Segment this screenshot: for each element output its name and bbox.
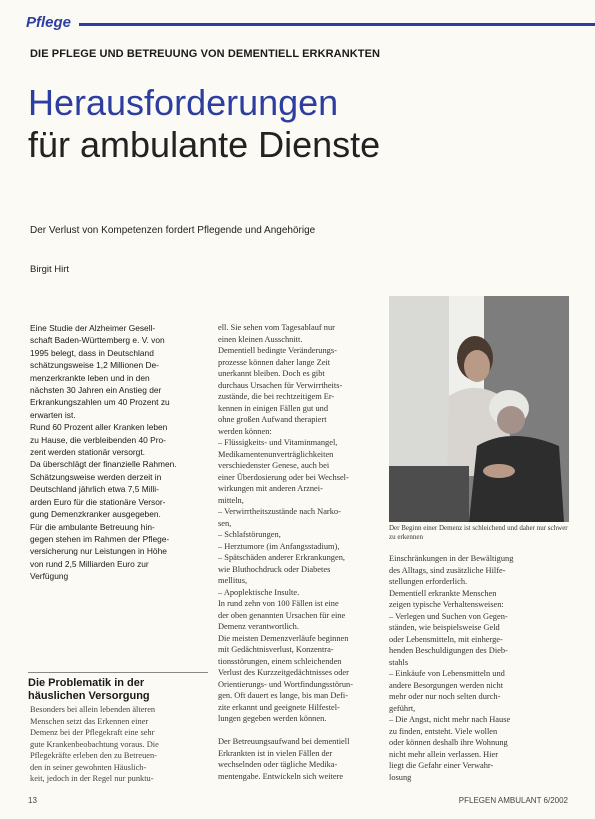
text-line: Erkrankten ist in vielen Fällen der (218, 748, 333, 758)
text-line: nicht mehr allein verlassen. Hier (389, 749, 499, 759)
text-line: mitteln, (218, 495, 244, 505)
text-line: einer Überdosierung oder bei Wechsel- (218, 472, 349, 482)
text-line: ohne großen Aufwand therapiert (218, 415, 327, 424)
text-line: Der Betreuungsaufwand bei dementiell (218, 737, 350, 746)
text-line: mehr oder nur noch selten durch- (389, 692, 501, 701)
body-column-2 (218, 322, 390, 782)
text-line: liegt die Gefahr einer Verwahr- (389, 761, 494, 770)
text-line: lungen gegeben werden können. (218, 714, 327, 723)
text-line: schaft Baden-Württemberg e. V. von (30, 335, 165, 346)
title-line-2: für ambulante Dienste (28, 124, 381, 165)
text-line: zu finden, entsteht. Viele wollen (389, 726, 498, 736)
text-line: ell. Sie sehen vom Tagesablauf nur (218, 323, 335, 332)
article-title (28, 82, 380, 166)
text-line: stellungen erforderlich. (389, 577, 468, 586)
text-line: – Die Angst, nicht mehr nach Hause (389, 715, 511, 724)
text-line: Deutschland jährlich etwa 7,5 Milli- (30, 484, 159, 495)
text-line: oder Lebensmitteln, mit einherge- (389, 634, 503, 644)
text-line: – Schlafstörungen, (218, 530, 281, 539)
text-line: arden Euro für die stationäre Versor- (30, 496, 166, 507)
text-line: den in seiner gewohnten Häuslich- (30, 762, 147, 772)
text-line: Rund 60 Prozent aller Kranken leben (30, 422, 168, 433)
text-line: In rund zehn von 100 Fällen ist eine (218, 599, 339, 608)
text-line: losung (389, 772, 412, 782)
text-line: Demenz bei der Pflegekraft eine sehr (30, 728, 155, 737)
text-line: von rund 2,5 Milliarden Euro zur (30, 558, 149, 569)
text-line: erwarten ist. (30, 409, 76, 420)
intro-column (30, 322, 206, 583)
overline: DIE PFLEGE UND BETREUUNG VON DEMENTIELL ERKRANKTEN (30, 48, 381, 60)
subtitle: Der Verlust von Kompetenzen fordert Pflegende und Angehörige (30, 225, 316, 236)
text-line: Dementiell erkrankte Menschen (389, 588, 497, 598)
text-line: Die meisten Demenzverläufe beginnen (218, 633, 349, 643)
text-line: ständen, wie beispielsweise Geld (389, 623, 500, 632)
text-line: unerkannt bleiben. Doch es gibt (218, 369, 325, 378)
text-line: Verlust des Kurzzeitgedächtnisses oder (218, 668, 349, 677)
text-line: henden Beschuldigungen des Dieb- (389, 646, 508, 655)
publication-info: PFLEGEN AMBULANT 6/2002 (458, 796, 568, 805)
text-line: – Einkäufe von Lebensmitteln und (389, 669, 505, 678)
body-column-3 (389, 553, 569, 783)
text-line: Menschen setzt das Erkennen einer (30, 716, 149, 726)
page-number: 13 (28, 796, 37, 805)
body-column-1 (30, 704, 206, 785)
section-rule (28, 23, 595, 26)
text-line: gen. Oft dauert es lange, bis man Defi- (218, 691, 349, 700)
photo-caption: Der Beginn einer Demenz ist schleichend und daher nur schwer zu erkennen (389, 524, 568, 541)
text-line: Da überschlägt der finanzielle Rahmen. (30, 459, 177, 470)
text-line: gung Demenzkranker ausgegeben. (30, 509, 161, 520)
text-line: oder können deshalb ihre Wohnung (389, 738, 508, 747)
text-line: menzerkrankte leben und in den (30, 372, 150, 383)
text-line: Schätzungsweise werden derzeit in (30, 471, 162, 482)
text-line: prozesse können daher lange Zeit (218, 357, 331, 367)
text-line: Besonders bei allein lebenden älteren (30, 705, 156, 714)
text-line: – Flüssigkeits- und Vitaminmangel, (218, 438, 338, 447)
text-line: wie Bluthochdruck oder Diabetes (218, 564, 331, 574)
text-line: keit, jedoch in der Regel nur punktu- (30, 774, 154, 783)
text-line: werden können: (218, 426, 272, 436)
text-line: zustände, die bei rechtzeitigem Er- (218, 392, 335, 401)
text-line: Erkrankungszahlen um 40 Prozent zu (30, 397, 170, 408)
text-line: zent werden stationär versorgt. (30, 447, 145, 458)
text-line: tionsstörungen, einem schleichenden (218, 656, 342, 666)
title-line-1: Herausforderungen (28, 82, 339, 123)
text-line: Für die ambulante Betreuung hin- (30, 521, 155, 532)
author: Birgit Hirt (30, 264, 70, 275)
text-line: einen kleinen Ausschnitt. (218, 334, 303, 344)
text-line: mellitus, (218, 576, 248, 585)
text-line: zu Hause, die verbleibenden 40 Pro- (30, 434, 166, 445)
text-line: Verfügung (30, 571, 69, 582)
text-line: Demenz verantwortlich. (218, 622, 299, 631)
text-line: zeigen typische Verhaltensweisen: (389, 600, 504, 609)
text-line: durchaus Ursachen für Verwirrtheits- (218, 380, 343, 390)
text-line: versicherung nur Leistungen in Höhe (30, 546, 167, 557)
section-header-band (0, 14, 595, 34)
text-line: wirkungen mit anderen Arznei- (218, 484, 323, 493)
photo-illustration (389, 296, 569, 522)
text-line: kennen in einigen Fällen gut und (218, 403, 329, 413)
text-line: Eine Studie der Alzheimer Gesell- (30, 323, 156, 333)
section-heading (28, 672, 208, 703)
text-line: – Herztumore (im Anfangsstadium), (218, 541, 340, 551)
text-line: gute Krankenbeobachtung voraus. Die (30, 739, 159, 749)
text-line: Einschränkungen in der Bewältigung (389, 554, 514, 563)
text-line: – Spätschäden anderer Erkrankungen, (218, 553, 345, 562)
text-line: geführt, (389, 703, 416, 713)
text-line: verschiedenster Genese, auch bei (218, 461, 330, 470)
text-line: – Verlegen und Suchen von Gegen- (389, 611, 508, 621)
text-line: nächsten 30 Jahren ein Anstieg der (30, 385, 162, 396)
section-label: Pflege (26, 14, 79, 31)
text-line: – Apoplektische Insulte. (218, 587, 300, 597)
text-line: sen, (218, 518, 232, 528)
text-line: wechselnden oder tägliche Medika- (218, 760, 338, 769)
text-line: 1995 belegt, dass in Deutschland (30, 347, 154, 358)
section-heading-line-2: häuslichen Versorgung (28, 690, 150, 702)
section-heading-line-1: Die Problematik in der (28, 677, 145, 689)
text-line: der oben genannten Ursachen für eine (218, 610, 346, 620)
text-line: zite erkannt und geeignete Hilfestel- (218, 702, 340, 712)
text-line: mentengabe. Entwickeln sich weitere (218, 771, 344, 781)
photo-elderly-woman-and-caregiver (389, 296, 569, 522)
text-line: mit Gedächtnisverlust, Konzentra- (218, 645, 334, 654)
text-line: Medikamentenunverträglichkeiten (218, 449, 334, 459)
text-line: des Alltags, sind zusätzliche Hilfe- (389, 565, 506, 575)
text-line (218, 725, 390, 737)
text-line: Dementiell bedingte Veränderungs- (218, 346, 337, 355)
text-line: andere Besorgungen werden nicht (389, 680, 504, 690)
text-line: – Verwirrtheitszustände nach Narko- (218, 507, 341, 516)
text-line: Pflegekräfte erleben den zu Betreuen- (30, 751, 157, 760)
text-line: Orientierungs- und Wortfindungsstörun- (218, 679, 354, 689)
text-line: gegen stehen im Rahmen der Pflege- (30, 533, 170, 544)
text-line: schätzungsweise 1,2 Millionen De- (30, 360, 159, 371)
text-line: stahls (389, 657, 409, 667)
